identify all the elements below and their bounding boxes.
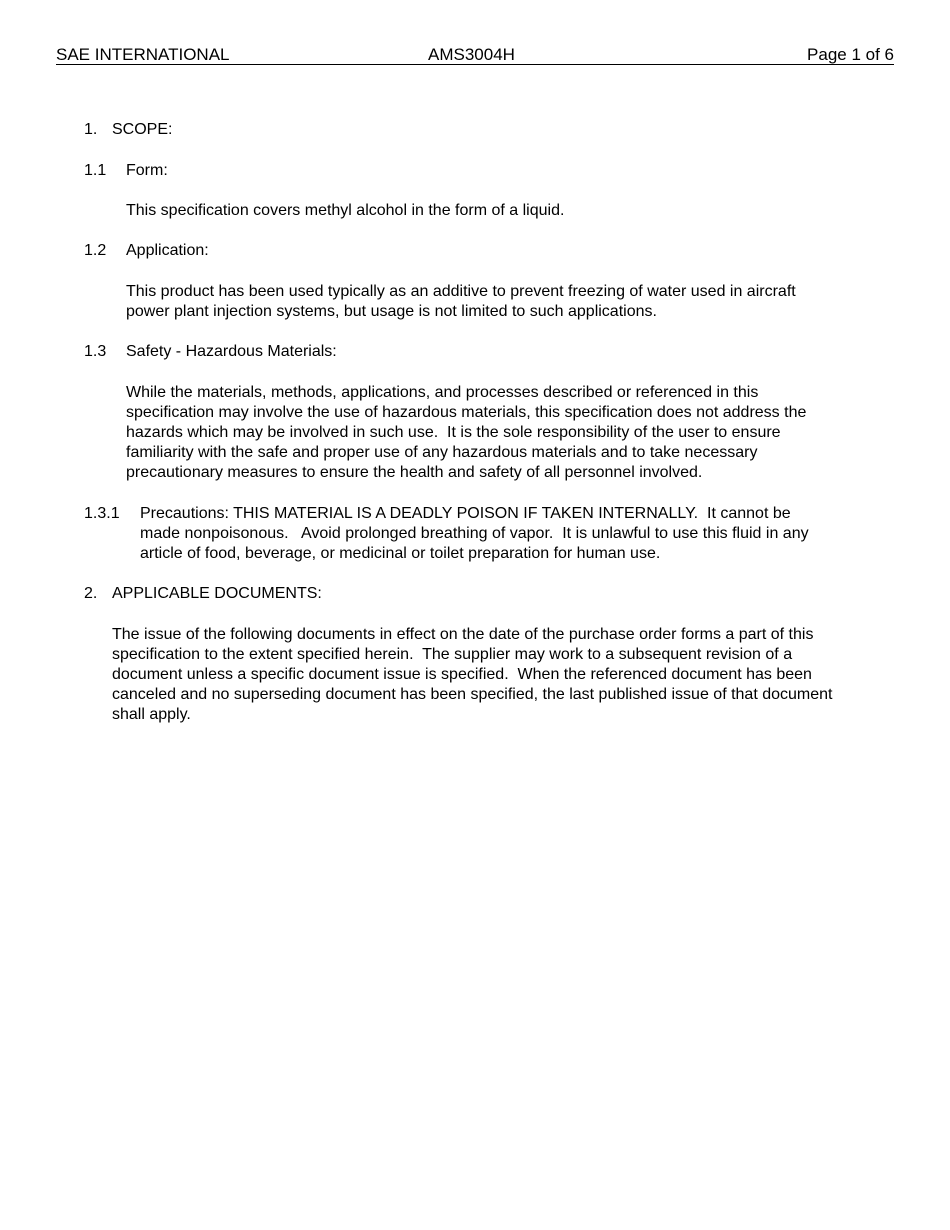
paragraph-line: precautionary measures to ensure the health and safety of all personnel involved. (126, 464, 703, 481)
section-body (140, 504, 809, 564)
paragraph-line: The issue of the following documents in effect on the date of the purchase order forms a part of this (112, 626, 814, 643)
paragraph-line: shall apply. (112, 706, 191, 723)
section-1-1-body (126, 201, 886, 221)
section-number: 1.3 (84, 343, 107, 360)
section-number: 1.1 (84, 162, 107, 179)
section-2-heading (84, 584, 884, 604)
paragraph-line: hazards which may be involved in such use. It is the sole responsibility of the user to ensure (126, 424, 781, 441)
section-1-2-body (126, 282, 886, 322)
paragraph-line: canceled and no superseding document has been specified, the last published issue of that document (112, 686, 833, 703)
section-title: Form: (126, 162, 168, 179)
section-number: 1. (84, 121, 98, 138)
section-1-3-1 (84, 504, 884, 564)
paragraph-line: While the materials, methods, applications, and processes described or referenced in this (126, 384, 759, 401)
paragraph-line: document unless a specific document issue is specified. When the referenced document has been (112, 666, 812, 683)
paragraph-line: made nonpoisonous. Avoid prolonged breathing of vapor. It is unlawful to use this fluid in any (140, 525, 809, 542)
section-number: 2. (84, 585, 98, 602)
section-1-2-heading (84, 241, 884, 261)
page-header (56, 44, 894, 65)
paragraph-line: familiarity with the safe and proper use of any hazardous materials and to take necessary (126, 444, 758, 461)
header-document-id: AMS3004H (428, 45, 515, 64)
paragraph-line: specification to the extent specified herein. The supplier may work to a subsequent revision of a (112, 646, 793, 663)
header-page-info: Page 1 of 6 (807, 45, 894, 64)
section-title: Safety - Hazardous Materials: (126, 343, 337, 360)
section-title: Application: (126, 242, 209, 259)
section-1-3-body (126, 383, 906, 483)
section-1-1-heading (84, 161, 884, 181)
header-organization: SAE INTERNATIONAL (56, 45, 230, 64)
paragraph-line: article of food, beverage, or medicinal or toilet preparation for human use. (140, 545, 661, 562)
paragraph-text: This specification covers methyl alcohol in the form of a liquid. (126, 202, 565, 219)
section-1-3-heading (84, 342, 884, 362)
section-number: 1.3.1 (84, 505, 120, 522)
section-title: APPLICABLE DOCUMENTS: (112, 585, 322, 602)
paragraph-line: power plant injection systems, but usage is not limited to such applications. (126, 303, 657, 320)
paragraph-line: Precautions: THIS MATERIAL IS A DEADLY POISON IF TAKEN INTERNALLY. It cannot be (140, 505, 791, 522)
section-2-body (112, 625, 902, 725)
paragraph-line: This product has been used typically as an additive to prevent freezing of water used in aircraft (126, 283, 796, 300)
section-title: SCOPE: (112, 121, 173, 138)
section-number: 1.2 (84, 242, 107, 259)
paragraph-line: specification may involve the use of hazardous materials, this specification does not address the (126, 404, 807, 421)
section-1-heading (84, 120, 884, 140)
